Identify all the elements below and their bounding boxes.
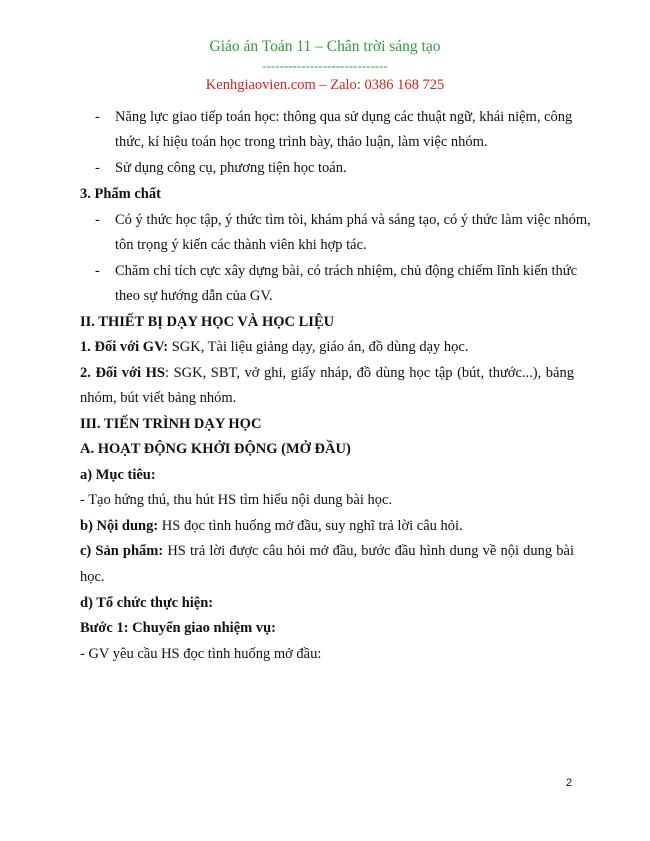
bullet-dash: - xyxy=(95,263,100,279)
section-heading: A. HOẠT ĐỘNG KHỞI ĐỘNG (MỞ ĐẦU) xyxy=(80,441,351,457)
bullet-text-cont: thức, kí hiệu toán học trong trình bày, thảo luận, làm việc nhóm. xyxy=(115,134,488,150)
bullet-text: Chăm chỉ tích cực xây dựng bài, có trách nhiệm, chủ động chiếm lĩnh kiến thức xyxy=(115,263,578,279)
noi-dung-label: b) Nội dung: xyxy=(80,518,159,534)
section-heading: III. TIẾN TRÌNH DẠY HỌC xyxy=(80,416,262,432)
paragraph-san-pham xyxy=(80,542,574,560)
bullet-dash: - xyxy=(95,212,100,228)
san-pham-text: HS trả lời được câu hỏi mở đầu, bước đầu hình dung về nội dung bài xyxy=(163,543,574,559)
gv-text: SGK, Tài liệu giảng dạy, giáo án, đồ dùng dạy học. xyxy=(168,339,469,355)
bullet-text-cont: tôn trọng ý kiến các thành viên khi hợp tác. xyxy=(115,237,367,253)
gv-label: 1. Đối với GV: xyxy=(80,339,169,355)
paragraph: - GV yêu cầu HS đọc tình huống mở đầu: xyxy=(80,646,322,662)
paragraph: - Tạo hứng thú, thu hút HS tìm hiểu nội dung bài học. xyxy=(80,492,393,508)
header-contact: Kenhgiaovien.com – Zalo: 0386 168 725 xyxy=(205,77,445,93)
bullet-text: Có ý thức học tập, ý thức tìm tòi, khám phá và sáng tạo, có ý thức làm việc nhóm, xyxy=(115,212,591,228)
san-pham-label: c) Sản phẩm: xyxy=(80,543,164,559)
bullet-text: Năng lực giao tiếp toán học: thông qua sử dụng các thuật ngữ, khái niệm, công xyxy=(115,109,573,125)
bullet-dash: - xyxy=(95,160,100,176)
page-number: 2 xyxy=(566,777,573,789)
step-heading: Bước 1: Chuyển giao nhiệm vụ: xyxy=(80,620,276,636)
bullet-text-cont: theo sự hướng dẫn của GV. xyxy=(115,288,273,304)
hs-label: 2. Đối với HS xyxy=(80,365,165,381)
paragraph-gv xyxy=(80,338,468,356)
section-heading: II. THIẾT BỊ DẠY HỌC VÀ HỌC LIỆU xyxy=(80,314,335,330)
subsection-heading: d) Tổ chức thực hiện: xyxy=(80,595,214,611)
header-rule: ----------------------------- xyxy=(262,58,388,73)
bullet-text: Sử dụng công cụ, phương tiện học toán. xyxy=(115,160,347,176)
header-title: Giáo án Toán 11 – Chân trời sáng tạo xyxy=(209,38,441,55)
paragraph-noi-dung xyxy=(80,517,463,535)
subsection-heading: a) Mục tiêu: xyxy=(80,467,156,483)
noi-dung-text: HS đọc tình huống mở đầu, suy nghĩ trả lời câu hỏi. xyxy=(158,518,463,534)
hs-text: : SGK, SBT, vở ghi, giấy nháp, đồ dùng học tập (bút, thước...), bảng xyxy=(165,365,574,381)
paragraph-hs xyxy=(80,364,574,382)
bullet-dash: - xyxy=(95,109,100,125)
section-heading: 3. Phẩm chất xyxy=(80,186,161,202)
paragraph-hs-cont: nhóm, bút viết bảng nhóm. xyxy=(80,390,237,406)
paragraph-san-pham-cont: học. xyxy=(80,569,105,585)
